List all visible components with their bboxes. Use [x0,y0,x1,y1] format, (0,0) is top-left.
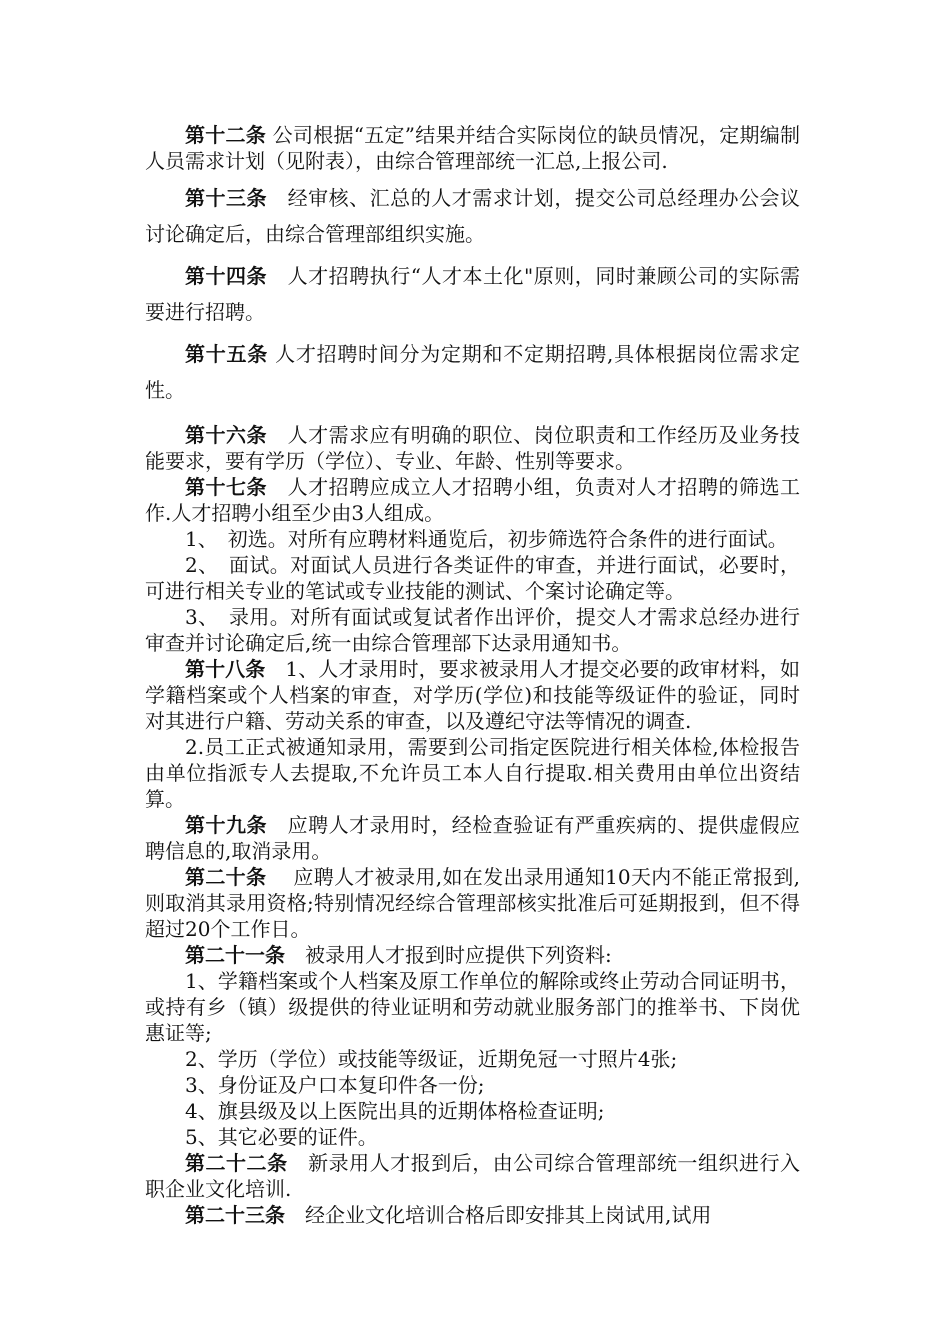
list-item-text: 3、 录用。对所有面试或复试者作出评价，提交人才需求总经办进行审查并讨论确定后,统一由综合管理部下达录用通知书。 [145,605,800,655]
document-body [145,122,800,1228]
list-item-text: 2、 面试。对面试人员进行各类证件的审查，并进行面试，必要时，可进行相关专业的笔试或专业技能的测试、个案讨论确定等。 [145,553,800,603]
article-text: 公司根据“五定”结果并结合实际岗位的缺员情况，定期编制人员需求计划（见附表），由综合管理部统一汇总,上报公司. [145,123,800,173]
list-item-text: 4、旗县级及以上医院出具的近期体格检查证明; [185,1099,605,1123]
article-text: 应聘人才录用时，经检查验证有严重疾病的、提供虚假应聘信息的,取消录用。 [145,813,801,863]
list-item [145,1072,800,1098]
list-item-text: 2.员工正式被通知录用，需要到公司指定医院进行相关体检,体检报告由单位指派专人去提取,不允许员工本人自行提取.相关费用由单位出资结算。 [145,735,800,811]
list-item [145,968,800,1046]
article-text: 人才招聘执行“人才本土化"原则，同时兼顾公司的实际需要进行招聘。 [145,264,800,324]
article-text: 人才招聘时间分为定期和不定期招聘,具体根据岗位需求定性。 [145,342,801,402]
list-item [145,1124,800,1150]
article-text: 1、人才录用时，要求被录用人才提交必要的政审材料，如学籍档案或个人档案的审查，对学历(学位)和技能等级证件的验证，同时对其进行户籍、劳动关系的审查，以及遵纪守法等情况的调查. [145,657,801,733]
article-12 [145,122,800,174]
list-item-text: 1、学籍档案或个人档案及原工作单位的解除或终止劳动合同证明书，或持有乡（镇）级提供的待业证明和劳动就业服务部门的推举书、下岗优惠证等; [145,969,800,1045]
article-text: 人才招聘应成立人才招聘小组，负责对人才招聘的筛选工作.人才招聘小组至少由3人组成。 [145,475,801,525]
article-14 [145,258,800,330]
list-item-text: 3、身份证及户口本复印件各一份; [185,1073,485,1097]
list-item [145,552,800,604]
article-text: 人才需求应有明确的职位、岗位职责和工作经历及业务技能要求，要有学历（学位）、专业、年龄、性别等要求。 [145,423,801,473]
list-item [145,734,800,812]
article-heading: 第十八条 [185,657,266,681]
article-heading: 第十六条 [185,423,268,447]
article-heading: 第二十一条 [185,943,285,967]
list-item [145,1098,800,1124]
article-heading: 第十九条 [185,813,268,837]
article-text: 应聘人才被录用,如在发出录用通知10天内不能正常报到,则取消其录用资格;特别情况经综合管理部核实批准后可延期报到，但不得超过20个工作日。 [145,865,800,941]
article-heading: 第十五条 [185,342,268,366]
article-text: 被录用人才报到时应提供下列资料: [285,943,612,967]
list-item-text: 1、 初选。对所有应聘材料通览后，初步筛选符合条件的进行面试。 [185,527,788,551]
article-heading: 第二十三条 [185,1203,285,1227]
list-item [145,526,800,552]
list-item-text: 5、其它必要的证件。 [185,1125,378,1149]
article-heading: 第二十条 [185,865,267,889]
article-13 [145,180,800,252]
article-23 [145,1202,800,1228]
article-heading: 第十三条 [185,186,268,210]
article-heading: 第十四条 [185,264,268,288]
article-text: 经审核、汇总的人才需求计划，提交公司总经理办公会议讨论确定后，由综合管理部组织实施。 [145,186,801,246]
article-text: 新录用人才报到后，由公司综合管理部统一组织进行入职企业文化培训. [145,1151,801,1201]
article-heading: 第二十二条 [185,1151,288,1175]
article-heading: 第十二条 [185,123,267,147]
article-18 [145,656,800,734]
article-15 [145,336,800,408]
article-text: 经企业文化培训合格后即安排其上岗试用,试用 [285,1203,712,1227]
list-item-text: 2、学历（学位）或技能等级证，近期免冠一寸照片4张; [185,1047,678,1071]
article-heading: 第十七条 [185,475,268,499]
article-17 [145,474,800,526]
article-22 [145,1150,800,1202]
article-20 [145,864,800,942]
list-item [145,604,800,656]
article-19 [145,812,800,864]
article-16 [145,422,800,474]
list-item [145,1046,800,1072]
article-21 [145,942,800,968]
